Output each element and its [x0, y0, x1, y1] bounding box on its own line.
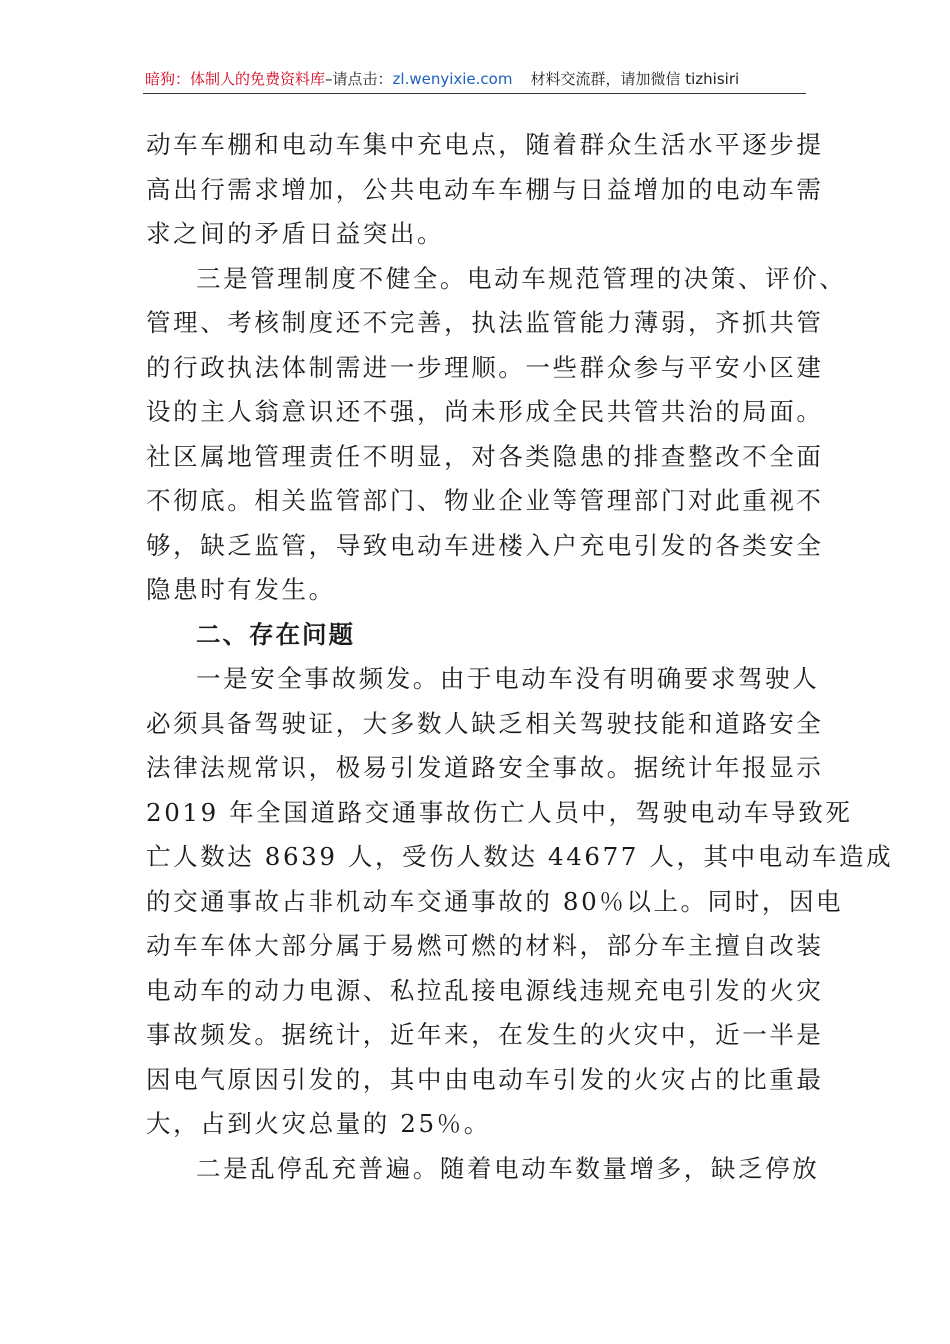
- text-line: 的交通事故占非机动车交通事故的 80％以上。同时，因电: [146, 886, 844, 916]
- text-line: 隐患时有发生。: [146, 575, 336, 604]
- header-divider: [143, 93, 806, 94]
- paragraph-start: 一是安全事故频发。由于电动车没有明确要求驾驶人: [196, 664, 820, 693]
- page-header: [145, 66, 805, 92]
- text-line: 必须具备驾驶证，大多数人缺乏相关驾驶技能和道路安全: [146, 708, 824, 738]
- text-line: 事故频发。据统计，近年来，在发生的火灾中，近一半是: [146, 1020, 824, 1049]
- text-line: 的行政执法体制需进一步理顺。一些群众参与平安小区建: [146, 352, 824, 382]
- text-line: 管理、考核制度还不完善，执法监管能力薄弱，齐抓共管: [146, 308, 824, 337]
- text-line: 求之间的矛盾日益突出。: [146, 219, 445, 248]
- text-line: 设的主人翁意识还不强，尚未形成全民共管共治的局面。: [146, 397, 824, 426]
- header-brand: 暗狗：体制人的免费资料库: [145, 70, 326, 88]
- section-heading: 二、存在问题: [196, 619, 355, 649]
- text-line: 电动车的动力电源、私拉乱接电源线违规充电引发的火灾: [146, 975, 824, 1005]
- text-line: 社区属地管理责任不明显，对各类隐患的排查整改不全面: [146, 441, 824, 471]
- header-prompt: –请点击：: [325, 70, 393, 88]
- header-contact: 材料交流群，请加微信 tizhisiri: [530, 70, 740, 88]
- text-line: 因电气原因引发的，其中由电动车引发的火灾占的比重最: [146, 1064, 824, 1094]
- text-line: 动车车体大部分属于易燃可燃的材料，部分车主擅自改装: [146, 931, 824, 960]
- text-line: 高出行需求增加，公共电动车车棚与日益增加的电动车需: [146, 174, 824, 204]
- text-line: 动车车棚和电动车集中充电点，随着群众生活水平逐步提: [146, 130, 824, 159]
- document-body: [146, 123, 894, 1191]
- text-line: 亡人数达 8639 人，受伤人数达 44677 人，其中电动车造成: [146, 842, 894, 871]
- paragraph-start: 三是管理制度不健全。电动车规范管理的决策、评价、: [196, 263, 847, 293]
- text-line: 2019 年全国道路交通事故伤亡人员中，驾驶电动车导致死: [146, 797, 853, 827]
- text-line: 法律法规常识，极易引发道路安全事故。据统计年报显示: [146, 753, 824, 782]
- text-line: 够，缺乏监管，导致电动车进楼入户充电引发的各类安全: [146, 530, 824, 560]
- paragraph-start: 二是乱停乱充普遍。随着电动车数量增多，缺乏停放: [196, 1153, 820, 1183]
- text-line: 不彻底。相关监管部门、物业企业等管理部门对此重视不: [146, 486, 824, 515]
- header-link[interactable]: zl.wenyixie.com: [392, 70, 513, 88]
- text-line: 大，占到火灾总量的 25％。: [146, 1109, 491, 1138]
